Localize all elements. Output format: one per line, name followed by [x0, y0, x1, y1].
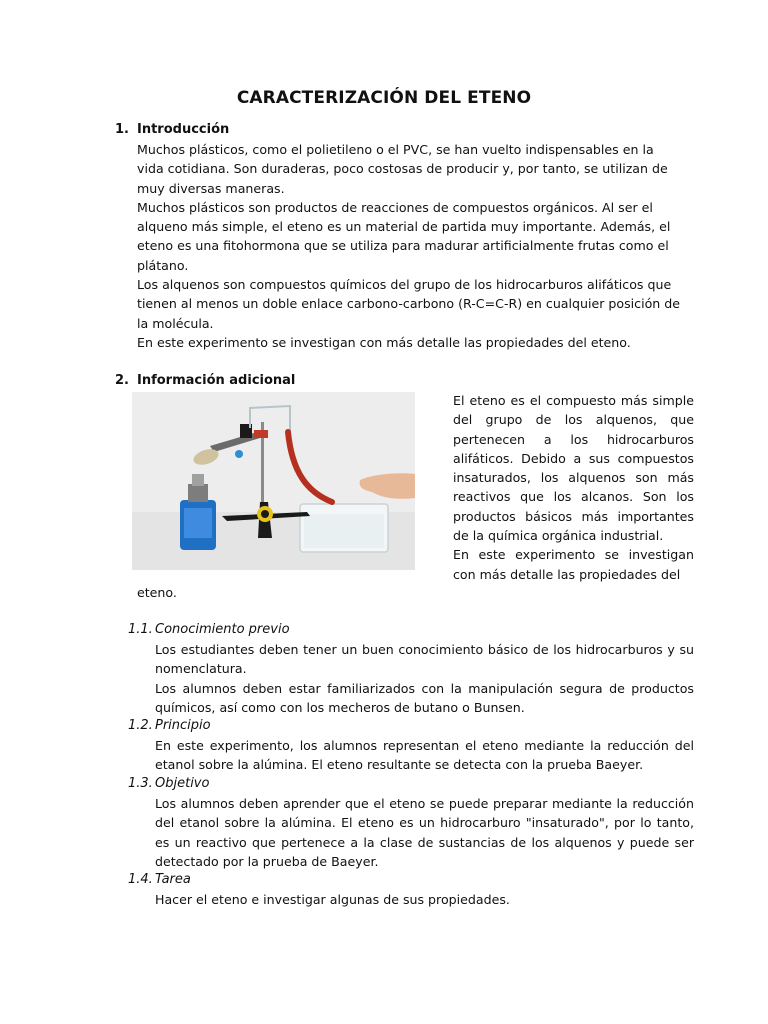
section-2-number: 2.	[115, 373, 129, 388]
section-2-tail-text: eteno.	[137, 585, 177, 600]
subsection-1-4-heading	[128, 872, 191, 887]
section-2-heading	[115, 373, 295, 388]
intro-paragraph: Muchos plásticos son productos de reacciones de compuestos orgánicos. Al ser el alqueno más simple, el eteno es un material de partida muy importante. Además, el eteno es una fitohormona que se utiliza para madurar artificialmente frutas como el plátano.	[137, 199, 671, 273]
subsection-1-2-body	[155, 736, 694, 775]
subsection-paragraph: Hacer el eteno e investigar algunas de sus propiedades.	[155, 892, 510, 907]
section-1-body	[137, 140, 682, 352]
subsection-1-3-heading	[128, 776, 209, 791]
side-paragraph: El eteno es el compuesto más simple del grupo de los alquenos, que pertenecen a los hidrocarburos alifáticos. Debido a sus compuestos insaturados, los alquenos son más reactivos que los alcanos. Son los productos básicos más importantes de la química orgánica industrial.	[453, 393, 694, 544]
subsection-1-1-body	[155, 640, 694, 717]
subsection-1-3-body	[155, 794, 694, 871]
page-title: CARACTERIZACIÓN DEL ETENO	[236, 88, 532, 108]
subsection-1-4-body	[155, 890, 694, 909]
subsection-1-3-number: 1.3.	[128, 776, 153, 791]
section-2-title: Información adicional	[137, 373, 296, 388]
subsection-1-4-title: Tarea	[155, 872, 191, 887]
subsection-1-3-title: Objetivo	[155, 776, 210, 791]
subsection-1-2-heading	[128, 718, 211, 733]
subsection-paragraph: Los alumnos deben estar familiarizados con la manipulación segura de productos químicos, así como con los mecheros de butano o Bunsen.	[155, 680, 694, 715]
subsection-paragraph: Los alumnos deben aprender que el eteno se puede preparar mediante la reducción del etanol sobre la alúmina. El eteno es un hidrocarburo "insaturado", por lo tanto, es un reactivo que pertenece a la clase de sustancias de los alquenos y puede ser detectado por la prueba de Baeyer.	[155, 796, 694, 869]
intro-paragraph: Muchos plásticos, como el polietileno o el PVC, se han vuelto indispensables en la vida cotidiana. Son duraderas, poco costosas de producir y, por tanto, se utilizan de muy diversas maneras.	[137, 142, 668, 196]
section-1-heading	[115, 122, 229, 137]
intro-paragraph: En este experimento se investigan con más detalle las propiedades del eteno.	[137, 334, 631, 350]
subsection-paragraph: Los estudiantes deben tener un buen conocimiento básico de los hidrocarburos y su nomenclatura.	[155, 642, 694, 677]
intro-paragraph: Los alquenos son compuestos químicos del grupo de los hidrocarburos alifáticos que tienen al menos un doble enlace carbono-carbono (R-C=C-R) en cualquier posición de la molécula.	[137, 277, 681, 331]
subsection-1-1-heading	[128, 622, 290, 637]
subsection-1-2-title: Principio	[155, 718, 211, 733]
section-1-title: Introducción	[137, 122, 230, 137]
subsection-1-1-number: 1.1.	[128, 622, 153, 637]
subsection-1-1-title: Conocimiento previo	[155, 622, 290, 637]
subsection-1-2-number: 1.2.	[128, 718, 153, 733]
subsection-paragraph: En este experimento, los alumnos representan el eteno mediante la reducción del etanol sobre la alúmina. El eteno resultante se detecta con la prueba Baeyer.	[155, 738, 694, 773]
apparatus-photo	[132, 392, 415, 570]
section-1-number: 1.	[115, 122, 129, 137]
section-2-side-text	[453, 391, 694, 584]
subsection-1-4-number: 1.4.	[128, 872, 153, 887]
side-paragraph: En este experimento se investigan con más detalle las propiedades del	[453, 547, 694, 582]
